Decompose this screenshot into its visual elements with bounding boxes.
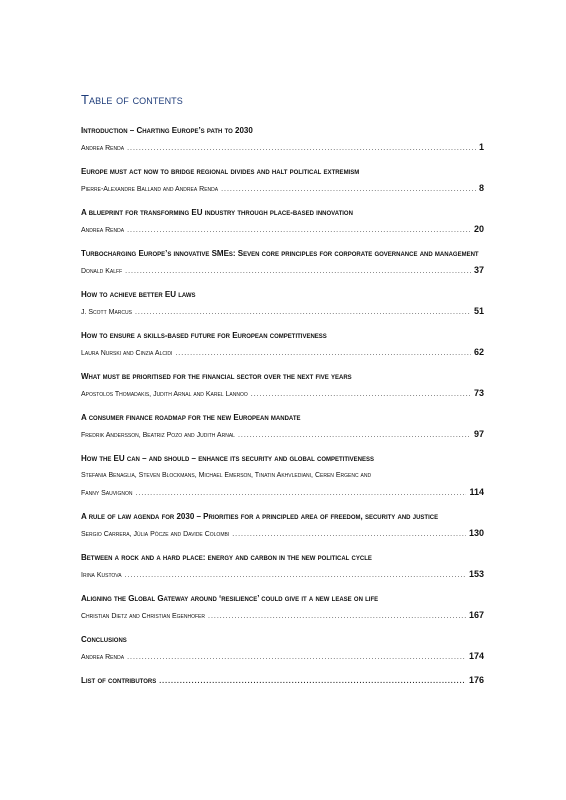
entry-page-number: 114 <box>469 487 484 497</box>
entry-authors: Andrea Renda <box>81 145 125 152</box>
entry-page-number: 176 <box>468 675 484 685</box>
dot-leader <box>159 673 466 690</box>
dot-leader <box>127 140 476 157</box>
entry-title: Conclusions <box>81 635 127 644</box>
contributors-label: List of contributors <box>81 676 157 685</box>
entry-page-number: 37 <box>473 265 484 275</box>
dot-leader <box>125 263 471 280</box>
entry-title: A blueprint for transforming EU industry through place-based innovation <box>81 208 353 217</box>
entry-title: What must be prioritised for the financial sector over the next five years <box>81 372 352 381</box>
entry-page-number: 153 <box>468 569 484 579</box>
toc-entry[interactable] <box>81 204 484 239</box>
toc-entry[interactable] <box>81 409 484 444</box>
dot-leader <box>238 427 471 444</box>
entry-page-number: 130 <box>468 528 484 538</box>
entry-page-number: 167 <box>468 610 484 620</box>
entry-page-number: 1 <box>478 142 484 152</box>
toc-entry[interactable] <box>81 327 484 362</box>
entry-authors: Andrea Renda <box>81 227 125 234</box>
dot-leader <box>135 485 466 502</box>
entry-authors: Laura Nurski and Cinzia Alcidi <box>81 350 173 357</box>
entry-title: How to achieve better EU laws <box>81 290 196 299</box>
dot-leader <box>125 567 466 584</box>
entry-title: Between a rock and a hard place: energy and carbon in the new political cycle <box>81 553 372 562</box>
dot-leader <box>221 181 476 198</box>
toc-entry[interactable] <box>81 368 484 403</box>
toc-entry[interactable] <box>81 286 484 321</box>
entry-authors: Irina Kustova <box>81 572 122 579</box>
entry-title: Europe must act now to bridge regional divides and halt political extremism <box>81 167 360 176</box>
entry-authors: Andrea Renda <box>81 654 125 661</box>
dot-leader <box>135 304 471 321</box>
toc-entry[interactable] <box>81 163 484 198</box>
entry-authors: J. Scott Marcus <box>81 309 132 316</box>
entry-authors: Sergio Carrera, Júlia Pócze and Davide Colombi <box>81 531 230 538</box>
entry-page-number: 20 <box>473 224 484 234</box>
toc-entry[interactable] <box>81 122 484 157</box>
entry-page-number: 51 <box>473 306 484 316</box>
entry-title: Aligning the Global Gateway around ‘resilience’ could give it a new lease on life <box>81 594 379 603</box>
toc-heading: Table of contents <box>81 92 183 107</box>
toc-entry[interactable] <box>81 590 484 625</box>
dot-leader <box>208 608 466 625</box>
toc-list <box>81 122 484 696</box>
entry-authors: Christian Dietz and Christian Egenhofer <box>81 613 206 620</box>
toc-entry[interactable] <box>81 549 484 584</box>
dot-leader <box>232 526 466 543</box>
entry-authors: Donald Kalff <box>81 268 123 275</box>
dot-leader <box>251 386 471 403</box>
toc-entry[interactable] <box>81 450 484 502</box>
dot-leader <box>127 222 471 239</box>
toc-entry-contributors[interactable] <box>81 672 484 690</box>
entry-page-number: 97 <box>473 429 484 439</box>
dot-leader <box>127 649 466 666</box>
entry-authors: Apostolos Thomadakis, Judith Arnal and Karel Lannoo <box>81 391 248 398</box>
entry-page-number: 8 <box>478 183 484 193</box>
entry-page-number: 174 <box>468 651 484 661</box>
entry-page-number: 73 <box>473 388 484 398</box>
entry-title: A consumer finance roadmap for the new European mandate <box>81 413 301 422</box>
entry-page-number: 62 <box>473 347 484 357</box>
entry-title: How to ensure a skills-based future for European competitiveness <box>81 331 327 340</box>
toc-entry[interactable] <box>81 245 484 280</box>
entry-title: How the EU can – and should – enhance its security and global competitiveness <box>81 454 375 463</box>
dot-leader <box>175 345 471 362</box>
entry-title: Introduction – Charting Europe’s path to 2030 <box>81 126 253 135</box>
entry-title: A rule of law agenda for 2030 – Priorities for a principled area of freedom, security and justice <box>81 512 439 521</box>
entry-authors: Fredrik Andersson, Beatriz Pozo and Judith Arnal <box>81 432 235 439</box>
toc-entry[interactable] <box>81 631 484 666</box>
entry-authors: Pierre-Alexandre Balland and Andrea Renda <box>81 186 219 193</box>
entry-authors-line1: Stefania Benaglia, Steven Blockmans, Michael Emerson, Tinatin Akhvlediani, Ceren Ergenc and <box>81 472 372 479</box>
toc-entry[interactable] <box>81 508 484 543</box>
entry-title: Turbocharging Europe’s innovative SMEs: Seven core principles for corporate governance and management <box>81 249 479 258</box>
entry-authors: Fanny Sauvignon <box>81 490 133 497</box>
